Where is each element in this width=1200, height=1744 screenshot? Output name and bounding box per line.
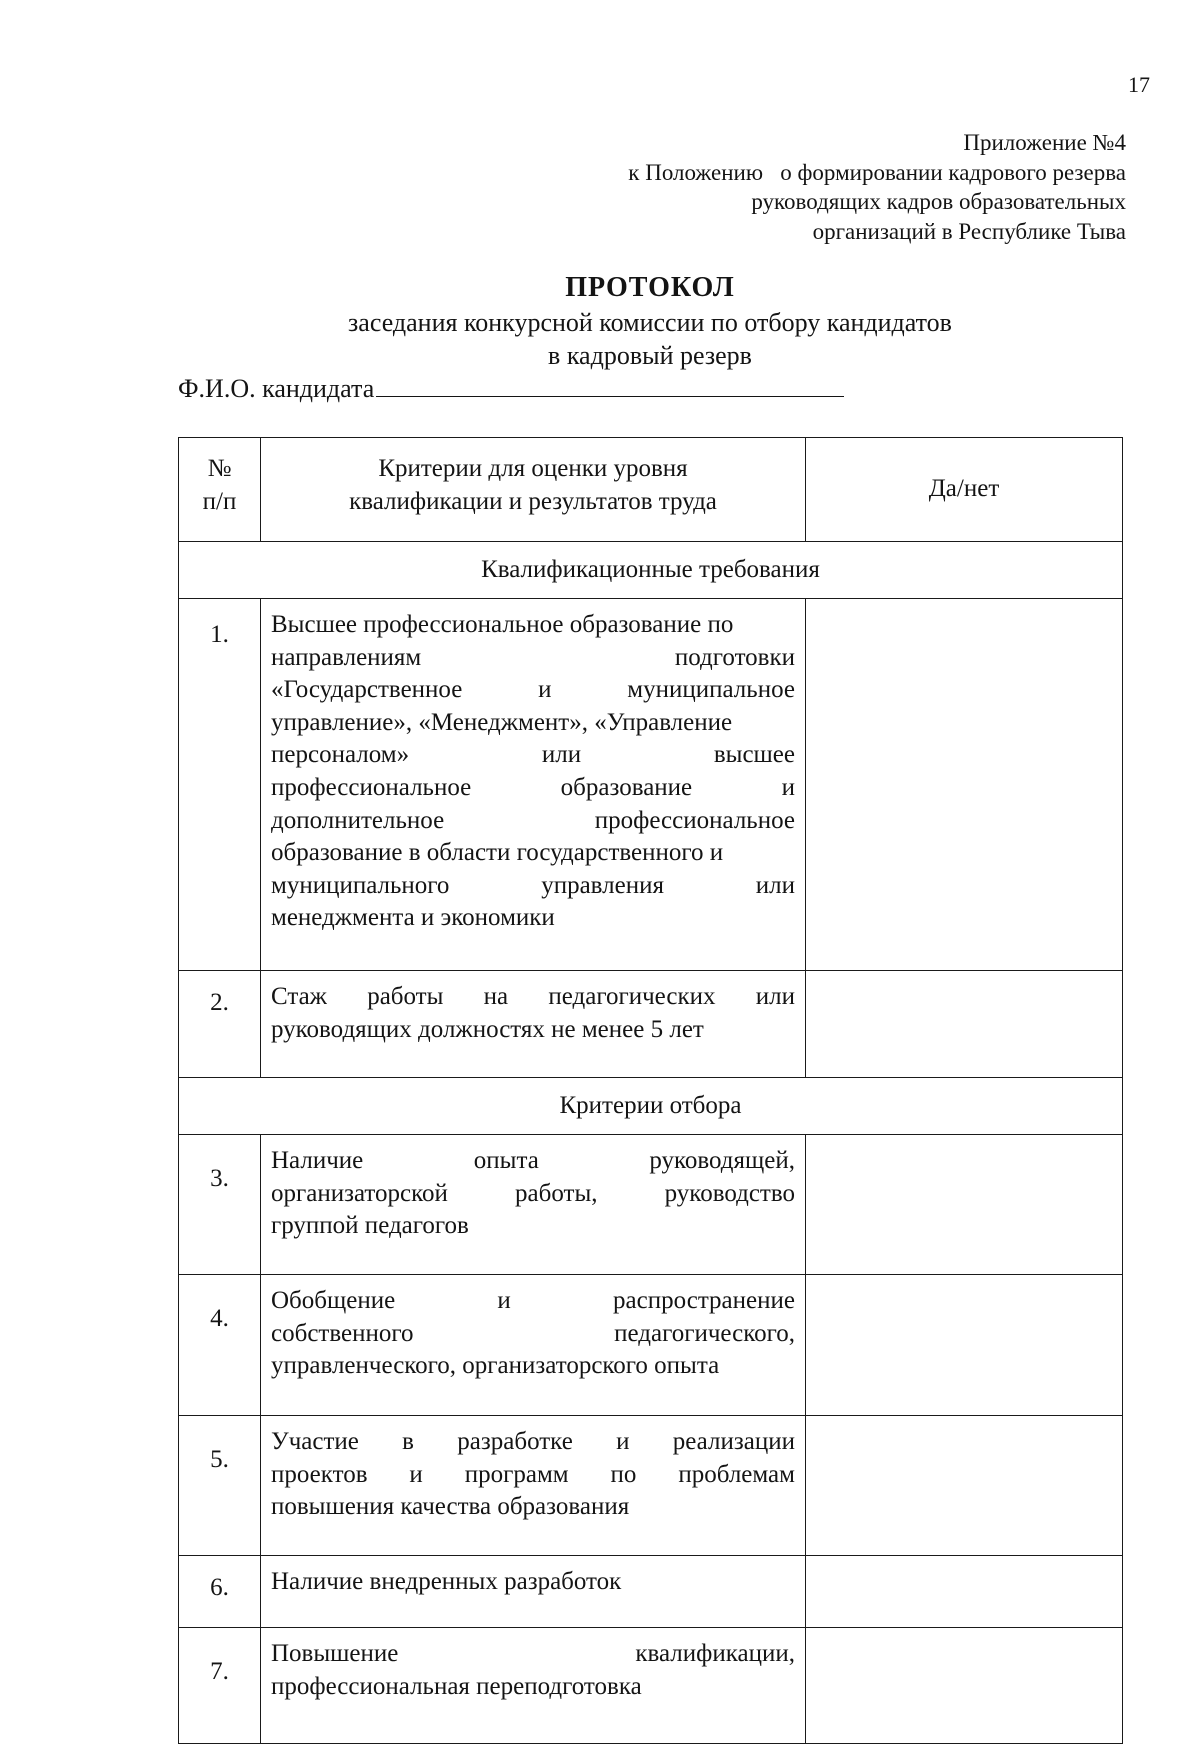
word: профессиональное [594, 806, 795, 834]
criteria-line: образование в области государственного и [271, 839, 724, 867]
subtitle-line: в кадровый резерв [548, 341, 752, 370]
candidate-label: Ф.И.О. кандидата [178, 374, 375, 403]
criteria-line [271, 981, 795, 1014]
word: работы, [515, 1179, 598, 1207]
section-row-qualification [179, 542, 1123, 599]
criteria-line: управление», «Менеджмент», «Управление [271, 708, 733, 736]
header-criteria-line: Критерии для оценки уровня [378, 455, 688, 482]
criteria-line [271, 642, 795, 675]
criteria-line: группой педагогов [271, 1212, 469, 1240]
word: персоналом» [271, 741, 410, 769]
criteria-line: руководящих должностях не менее 5 лет [271, 1015, 704, 1043]
word: квалификации, [635, 1640, 795, 1667]
row-criteria [261, 1416, 806, 1556]
section-row-selection [179, 1078, 1123, 1135]
word: или [755, 983, 795, 1010]
criteria-line [271, 1459, 795, 1492]
row-answer-cell[interactable] [806, 1556, 1123, 1628]
row-number: 5. [179, 1416, 261, 1556]
word: распространение [613, 1287, 795, 1314]
word: педагогических [548, 983, 716, 1010]
word: и [538, 676, 552, 704]
criteria-line [271, 1638, 795, 1671]
criteria-table [178, 437, 1123, 1744]
word: управления [541, 871, 664, 899]
row-number: 6. [179, 1556, 261, 1628]
row-number: 7. [179, 1628, 261, 1744]
word: проблемам [678, 1460, 795, 1488]
word: Участие [271, 1428, 359, 1455]
criteria-line [271, 870, 795, 903]
header-number-symbol: № [207, 455, 232, 482]
word: реализации [672, 1428, 795, 1455]
table-row [179, 599, 1123, 971]
criteria-line [271, 1426, 795, 1459]
table-row [179, 1556, 1123, 1628]
word: дополнительное [271, 806, 445, 834]
criteria-line [271, 1318, 795, 1351]
row-answer-cell[interactable] [806, 1275, 1123, 1416]
word: или [541, 741, 582, 769]
word: работы [367, 983, 444, 1010]
row-criteria [261, 1135, 806, 1275]
appendix-line: руководящих кадров образовательных [751, 189, 1126, 214]
word: по [610, 1460, 637, 1488]
table-row [179, 1135, 1123, 1275]
word: и [497, 1287, 511, 1314]
row-answer-cell[interactable] [806, 1416, 1123, 1556]
header-criteria-line: квалификации и результатов труда [349, 488, 717, 515]
word: Повышение [271, 1640, 399, 1667]
appendix-line: Приложение №4 [963, 130, 1126, 155]
word: разработке [457, 1428, 573, 1455]
row-criteria [261, 971, 806, 1078]
criteria-line: Высшее профессиональное образование по [271, 611, 734, 638]
table-row [179, 1628, 1123, 1744]
criteria-line [271, 1178, 795, 1211]
page-number: 17 [1128, 72, 1150, 97]
row-criteria [261, 599, 806, 971]
word: профессиональное [271, 773, 472, 801]
criteria-line [271, 1145, 795, 1178]
word: «Государственное [271, 676, 463, 704]
row-answer-cell[interactable] [806, 1135, 1123, 1275]
word: подготовки [674, 643, 795, 671]
header-number-abbrev: п/п [202, 488, 237, 515]
row-criteria [261, 1275, 806, 1416]
criteria-line: управленческого, организаторского опыта [271, 1352, 720, 1380]
criteria-line [271, 739, 795, 772]
word: программ [464, 1460, 569, 1488]
table-row [179, 1275, 1123, 1416]
criteria-line: Наличие внедренных разработок [271, 1568, 622, 1595]
criteria-line [271, 674, 795, 707]
document-title: ПРОТОКОЛ [565, 272, 735, 303]
word: муниципального [271, 871, 450, 899]
word: собственного [271, 1319, 414, 1347]
word: Обобщение [271, 1287, 396, 1314]
section-title: Квалификационные требования [179, 542, 1123, 599]
word: руководство [664, 1179, 795, 1207]
word: и [616, 1428, 630, 1455]
word: в [402, 1428, 414, 1455]
header-answer: Да/нет [806, 438, 1123, 542]
appendix-line: к Положению о формировании кадрового резерва [628, 159, 1126, 185]
row-answer-cell[interactable] [806, 599, 1123, 971]
subtitle-line: заседания конкурсной комиссии по отбору кандидатов [348, 308, 952, 337]
section-title: Критерии отбора [179, 1078, 1123, 1135]
word: организаторской [271, 1179, 448, 1207]
word: муниципальное [627, 676, 795, 704]
row-number: 3. [179, 1135, 261, 1275]
word: и [409, 1460, 423, 1488]
word: высшее [713, 741, 795, 769]
word: руководящей, [649, 1147, 795, 1174]
header-number [179, 438, 261, 542]
word: на [483, 983, 509, 1010]
table-header-row [179, 438, 1123, 542]
candidate-name-blank[interactable] [376, 370, 844, 397]
appendix-header [520, 128, 1126, 246]
row-number: 2. [179, 971, 261, 1078]
word: образование [560, 773, 693, 801]
word: педагогического, [614, 1319, 795, 1347]
document-subtitle [0, 306, 1200, 372]
row-criteria [261, 1628, 806, 1744]
criteria-line [271, 805, 795, 838]
table-row [179, 1416, 1123, 1556]
row-criteria [261, 1556, 806, 1628]
criteria-line: повышения качества образования [271, 1493, 630, 1521]
criteria-line [271, 1285, 795, 1318]
row-answer-cell[interactable] [806, 1628, 1123, 1744]
word: и [781, 773, 795, 801]
word: Стаж [271, 983, 327, 1010]
header-criteria [261, 438, 806, 542]
table-row [179, 971, 1123, 1078]
row-number: 1. [179, 599, 261, 971]
criteria-line: профессиональная переподготовка [271, 1672, 642, 1700]
criteria-line [271, 772, 795, 805]
criteria-line: менеджмента и экономики [271, 904, 555, 932]
word: или [755, 871, 795, 899]
word: опыта [473, 1147, 539, 1174]
word: направлениям [271, 643, 422, 671]
row-answer-cell[interactable] [806, 971, 1123, 1078]
candidate-name-field [178, 370, 844, 405]
row-number: 4. [179, 1275, 261, 1416]
word: Наличие [271, 1147, 364, 1174]
word: проектов [271, 1460, 368, 1488]
appendix-line: организаций в Республике Тыва [812, 218, 1126, 244]
